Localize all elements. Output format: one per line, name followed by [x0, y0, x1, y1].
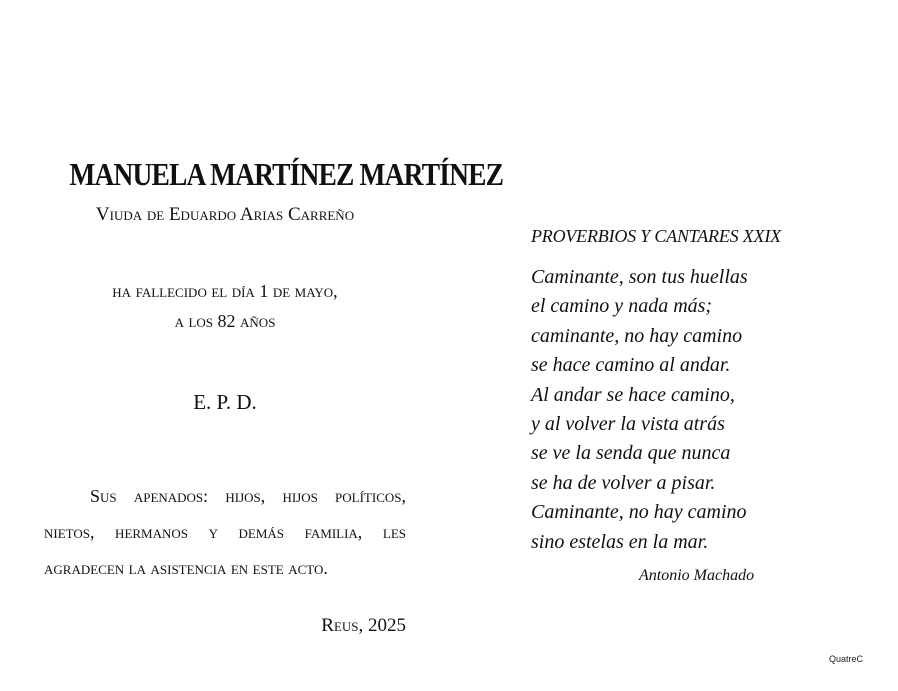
poem-line: sino estelas en la mar. [531, 530, 709, 553]
rest-in-peace: E. P. D. [193, 390, 257, 414]
poem-line: Caminante, no hay camino [531, 501, 747, 524]
poem-title: PROVERBIOS Y CANTARES XXIX [531, 226, 781, 246]
poem-line: Caminante, son tus huellas [531, 266, 748, 288]
widow-of-line: Viuda de Eduardo Arias Carreño [95, 204, 355, 225]
passing-announcement [44, 276, 406, 336]
poem-line: el camino y nada más; [531, 295, 713, 318]
poem-line: se ve la senda que nunca [531, 442, 731, 465]
mourners-paragraph: Sus apenados: hijos, hijos políticos, nietos, hermanos y demás familia, les agradecen la asistencia en este acto. [44, 486, 406, 578]
passing-date-line: ha fallecido el día 1 de mayo, [112, 281, 338, 301]
age-line: a los 82 años [174, 311, 276, 331]
poem-line: caminante, no hay camino [531, 324, 743, 347]
poem-line: se hace camino al andar. [531, 354, 731, 377]
poem-block [531, 226, 831, 584]
poem-author: Antonio Machado [639, 567, 755, 584]
deceased-name: MANUELA MARTÍNEZ MARTÍNEZ [69, 156, 504, 192]
place-and-year: Reus, 2025 [321, 615, 406, 636]
designer-signature: QuatreC [829, 654, 864, 664]
poem-line: Al andar se hace camino, [531, 383, 735, 406]
poem-line: se ha de volver a pisar. [531, 471, 716, 494]
poem-verses [531, 263, 831, 557]
poem-line: y al volver la vista atrás [531, 413, 725, 436]
